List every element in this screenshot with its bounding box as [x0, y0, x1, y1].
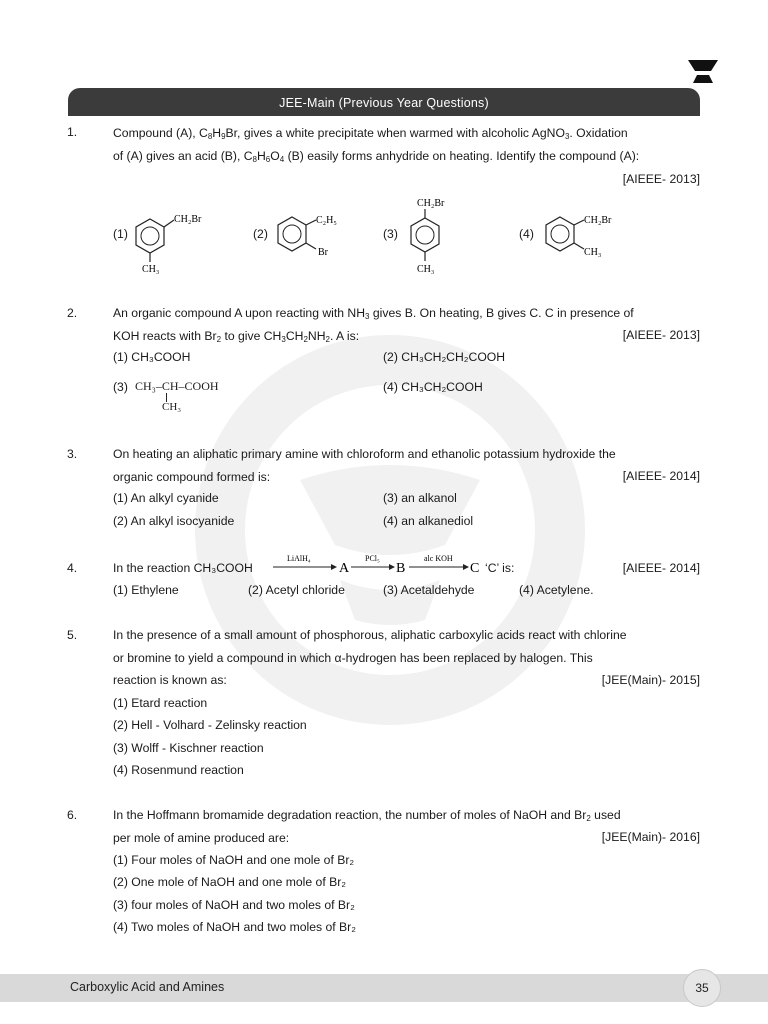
svg-text:C: C — [470, 561, 480, 576]
question-number: 5. — [67, 628, 78, 642]
option-label: (3) — [383, 227, 398, 241]
question-4-reaction: In the reaction CH₃COOH LiAlH₄ A PCl₅ B alc KOH C ‘C’ is: — [113, 560, 593, 580]
svg-text:alc KOH: alc KOH — [424, 554, 453, 563]
option: (2) An alkyl isocyanide — [113, 514, 235, 528]
year-tag: [JEE(Main)- 2016] — [601, 830, 700, 844]
svg-text:PCl₅: PCl₅ — [365, 554, 380, 563]
question-3-text: On heating an aliphatic primary amine with chloroform and ethanolic potassium hydroxide the organic compound formed is: — [113, 447, 616, 484]
svg-text:CH₂Br: CH₂Br — [174, 214, 202, 225]
svg-text:CH₂Br: CH₂Br — [584, 215, 612, 226]
option: (4) an alkanediol — [383, 514, 474, 528]
section-header: JEE-Main (Previous Year Questions) — [68, 88, 700, 116]
svg-text:LiAlH₄: LiAlH₄ — [287, 554, 311, 563]
benzene-structure-4 — [538, 205, 628, 265]
benzene-structure-1 — [128, 205, 218, 277]
option: (4) Rosenmund reaction — [113, 763, 244, 777]
option: (3) an alkanol — [383, 491, 457, 505]
option: (1) CH₃COOH — [113, 350, 191, 364]
year-tag: [AIEEE- 2014] — [622, 561, 700, 575]
brand-logo-icon — [688, 60, 718, 84]
svg-text:A: A — [339, 561, 350, 576]
svg-text:Br: Br — [318, 247, 328, 258]
question-number: 4. — [67, 561, 78, 575]
benzene-structure-2 — [270, 205, 360, 265]
option-label: (4) — [519, 227, 534, 241]
svg-text:CH₃: CH₃ — [584, 247, 602, 258]
benzene-structure-3 — [405, 194, 465, 278]
option: (4) Two moles of NaOH and two moles of Br₂ — [113, 920, 356, 934]
option: (2) Hell - Volhard - Zelinsky reaction — [113, 718, 307, 732]
structure-main-chain: CH₃–CH–COOH — [135, 379, 219, 393]
option-label: (3) — [113, 380, 128, 394]
option: (3) four moles of NaOH and two moles of Br₂ — [113, 898, 355, 912]
question-number: 1. — [67, 125, 78, 139]
year-tag: [JEE(Main)- 2015] — [601, 673, 700, 687]
option: (2) Acetyl chloride — [248, 583, 345, 597]
structure-branch: CH₃ — [162, 401, 182, 413]
option: (4) CH₃CH₂COOH — [383, 380, 483, 394]
question-1-text: Compound (A), $C_8H_9Br$, gives a white precipitate when warmed with alcoholic AgNO$_3$. Oxidation of (A) gives an acid (B), $C_8H_6O_4$ (B) easily forms anhydride on heating. Identify the compound (A): — [113, 126, 640, 164]
svg-text:C₂H₅: C₂H₅ — [316, 215, 337, 226]
page-number: 35 — [683, 969, 721, 1007]
svg-text:CH₂Br: CH₂Br — [417, 198, 445, 209]
option: (1) Four moles of NaOH and one mole of Br₂ — [113, 853, 355, 867]
option: (3) Acetaldehyde — [383, 583, 475, 597]
year-tag: [AIEEE- 2013] — [622, 328, 700, 342]
option: (2) One mole of NaOH and one mole of Br₂ — [113, 875, 347, 889]
footer-title: Carboxylic Acid and Amines — [70, 980, 225, 994]
option-label: (1) — [113, 227, 128, 241]
question-2-text: An organic compound A upon reacting with $NH_3$ gives B. On heating, B gives C. C in presence of KOH reacts with $Br_2$ to give $CH_3CH_2NH_2$. A is: — [113, 306, 634, 344]
year-tag: [AIEEE- 2013] — [622, 172, 700, 186]
option: (1) Etard reaction — [113, 696, 208, 710]
question-6-text: In the Hoffmann bromamide degradation reaction, the number of moles of NaOH and $Br_2$ used per mole of amine produced are: — [113, 808, 621, 845]
question-number: 3. — [67, 447, 78, 461]
option: (4) Acetylene. — [519, 583, 594, 597]
option: (1) Ethylene — [113, 583, 179, 597]
option-label: (2) — [253, 227, 268, 241]
question-5-text: In the presence of a small amount of phosphorous, aliphatic carboxylic acids react with chlorine or bromine to yield a compound in which α-hydrogen has been replaced by halogen. This reaction is known as: — [113, 628, 627, 687]
option: (3) Wolff - Kischner reaction — [113, 741, 264, 755]
svg-text:B: B — [396, 561, 406, 576]
question-number: 2. — [67, 306, 78, 320]
option: (2) CH₃CH₂CH₂COOH — [383, 350, 506, 364]
year-tag: [AIEEE- 2014] — [622, 469, 700, 483]
question-number: 6. — [67, 808, 78, 822]
branched-acid-structure — [135, 379, 219, 413]
svg-text:CH₃: CH₃ — [417, 264, 435, 275]
option: (1) An alkyl cyanide — [113, 491, 219, 505]
svg-text:CH₃: CH₃ — [142, 264, 160, 275]
